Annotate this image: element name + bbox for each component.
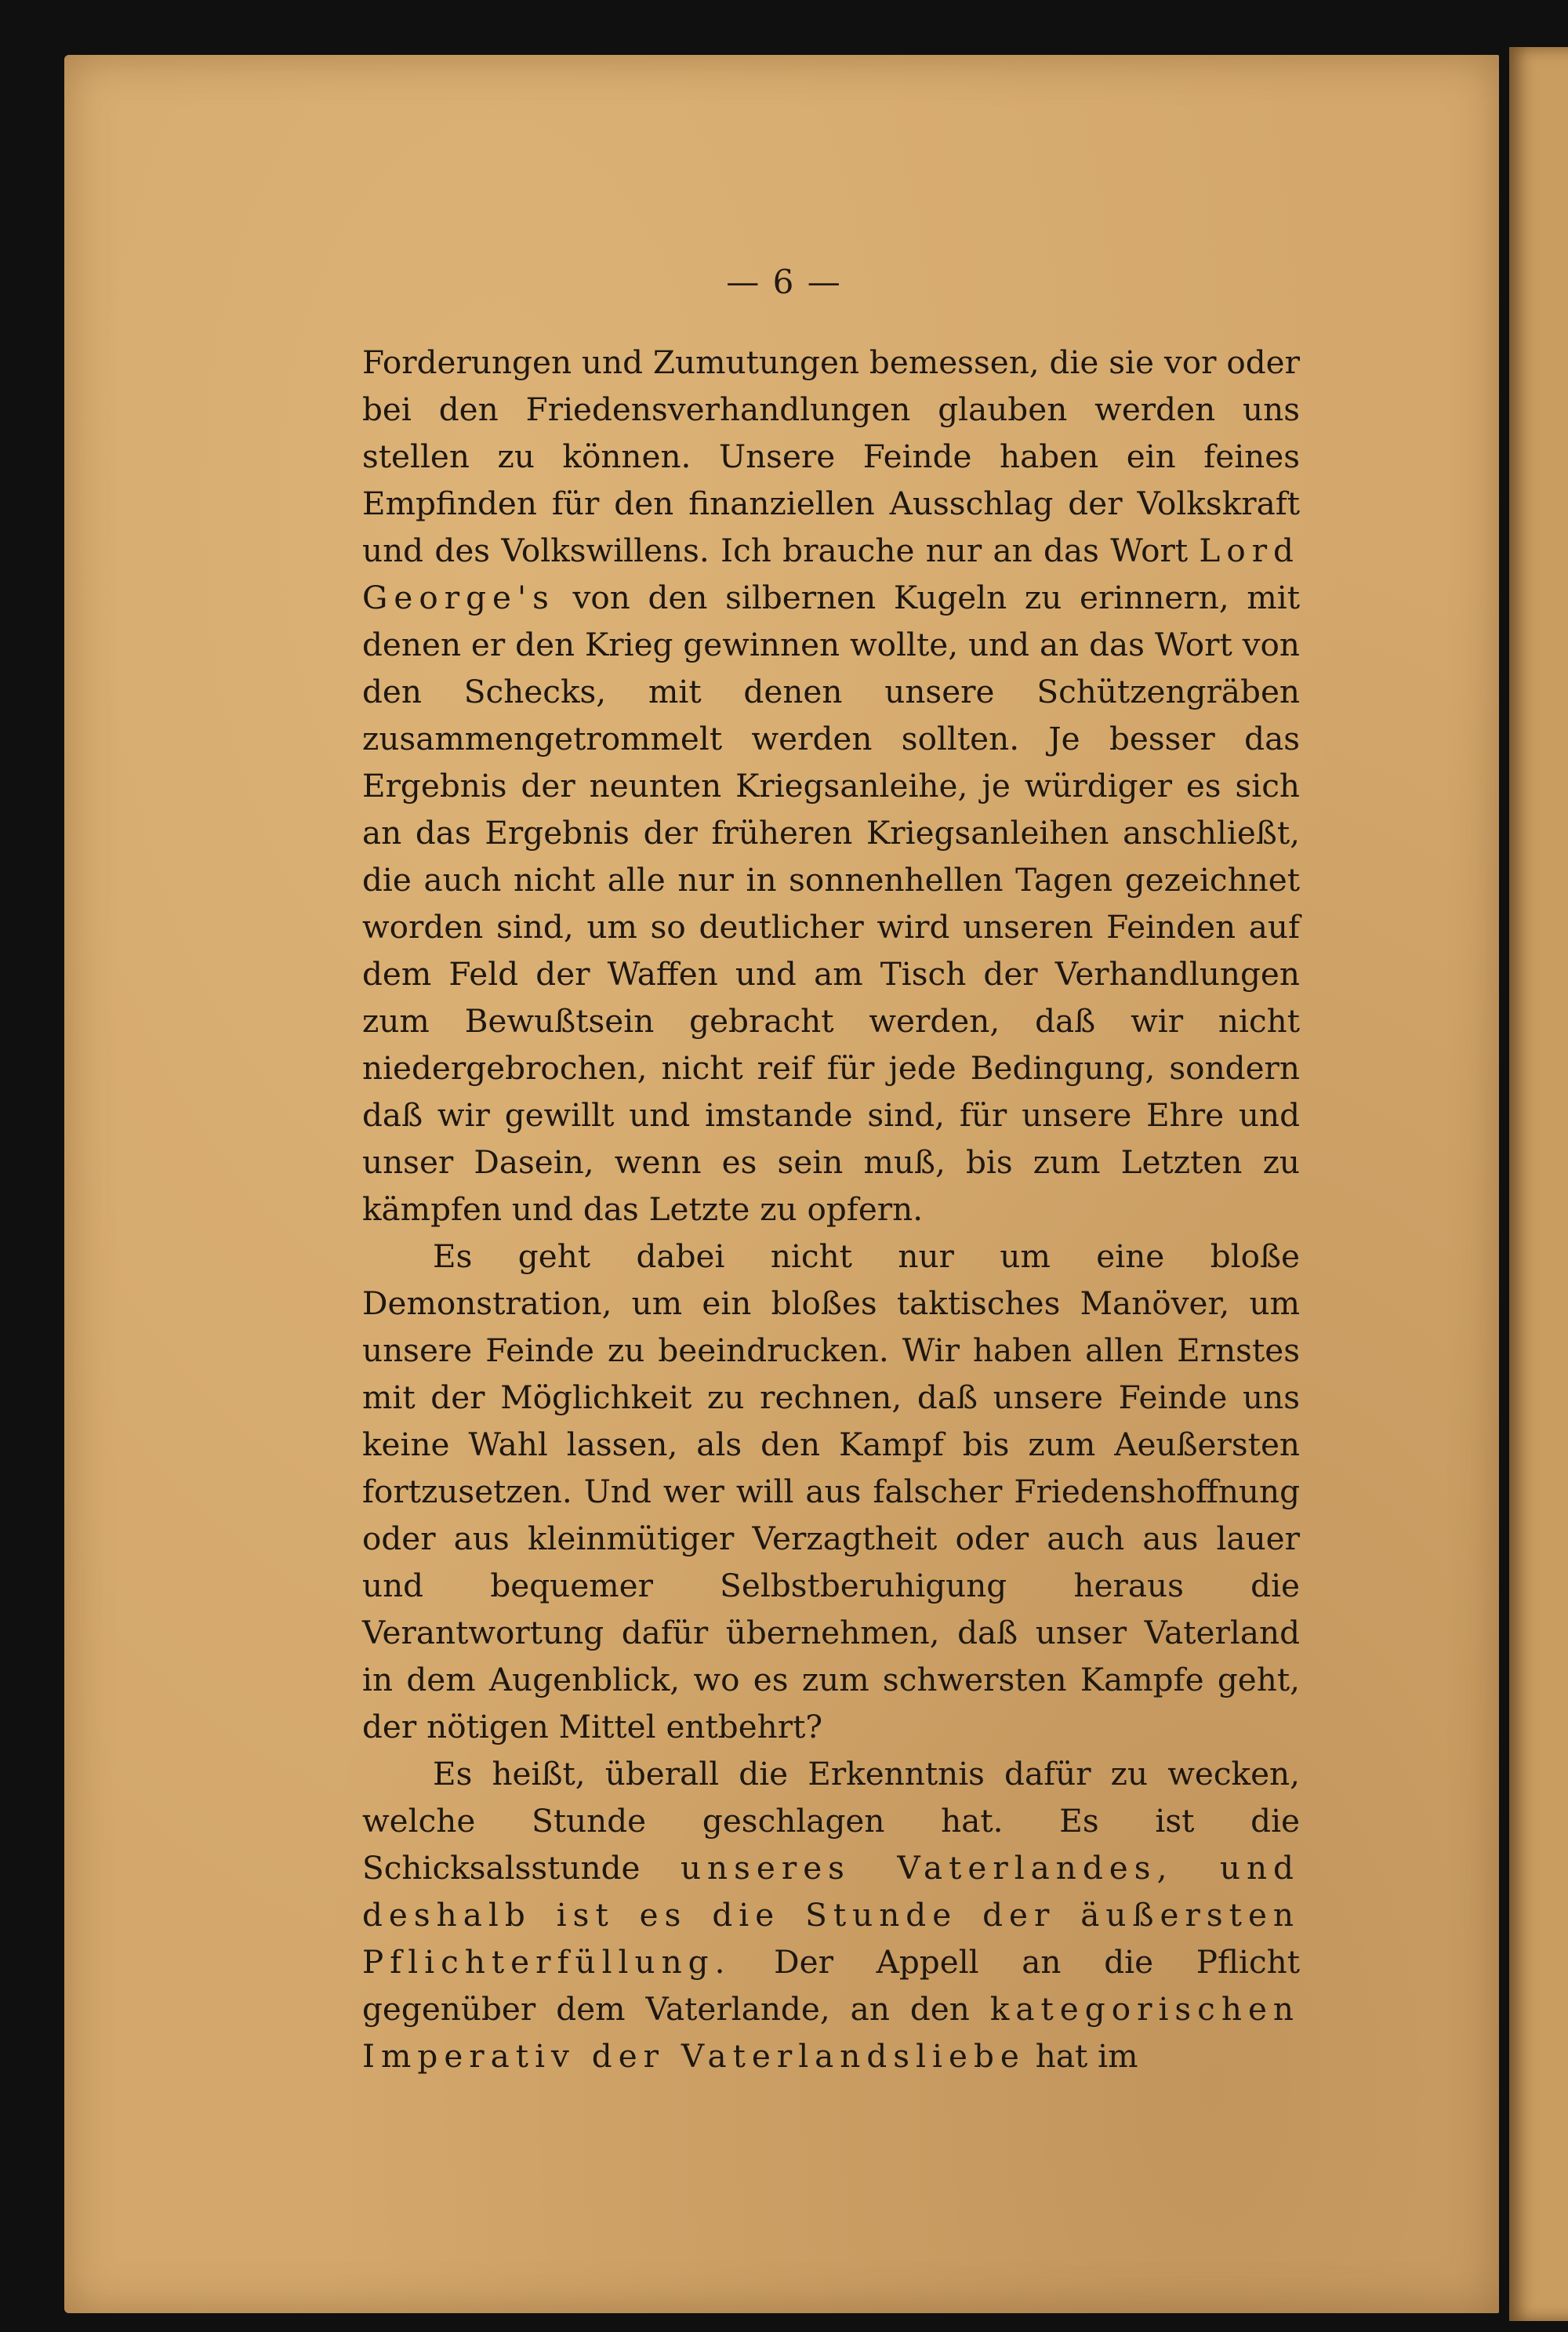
paragraph-3-text-b: Der Appell an die Pflicht gegenüber dem Vaterlande, an den: [362, 1943, 1300, 2028]
spaced-name-lord-george: Lord George's: [362, 532, 1300, 616]
paragraph-1-text-a: Forderungen und Zumutungen bemessen, die sie vor oder bei den Friedensverhandlungen glauben werden uns stellen zu können. Unsere Feinde haben ein feines Empfinden für den finanziellen Ausschlag der Volkskraft und des Volkswillens. Ich brauche nur an das Wort: [362, 343, 1300, 569]
body-text: [362, 339, 1300, 2080]
paragraph-2: [362, 1233, 1300, 1750]
paragraph-1-text-b: von den silbernen Kugeln zu erinnern, mit denen er den Krieg gewinnen wollte, und an das Wort von den Schecks, mit denen unsere Schützengräben zusammengetrommelt werden sollten. Je besser das Ergebnis der neunten Kriegsanleihe, je würdiger es sich an das Ergebnis der früheren Kriegsanleihen anschließt, die auch nicht alle nur in sonnenhellen Tagen gezeichnet worden sind, um so deutlicher wird unseren Feinden auf dem Feld der Waffen und am Tisch der Verhandlungen zum Bewußtsein gebracht werden, daß wir nicht niedergebrochen, nicht reif für jede Bedingung, sondern daß wir gewillt und imstande sind, für unsere Ehre und unser Dasein, wenn es sein muß, bis zum Letzten zu kämpfen und das Letzte zu opfern.: [362, 579, 1300, 1228]
paragraph-3-text-c: hat im: [1025, 2037, 1138, 2075]
page-number: — 6 —: [726, 263, 842, 301]
paragraph-1: [362, 339, 1300, 1233]
paragraph-2-text: Es geht dabei nicht nur um eine bloße Demonstration, um ein bloßes taktisches Manöver, um unsere Feinde zu beeindrucken. Wir haben allen Ernstes mit der Möglichkeit zu rechnen, daß unsere Feinde uns keine Wahl lassen, als den Kampf bis zum Aeußersten fortzusetzen. Und wer will aus falscher Friedenshoffnung oder aus kleinmütiger Verzagtheit oder auch aus lauer und bequemer Selbstberuhigung heraus die Verantwortung dafür übernehmen, daß unser Vaterland in dem Augenblick, wo es zum schwersten Kampfe geht, der nötigen Mittel entbehrt?: [362, 1237, 1300, 1745]
spaced-emphasis-vaterland: unseres Vaterlandes, und deshalb ist es die Stunde der äußersten Pflichterfüllung.: [362, 1849, 1300, 1981]
paragraph-3-text-a: Es heißt, überall die Erkenntnis dafür zu wecken, welche Stunde geschlagen hat. Es ist die Schicksalsstunde: [362, 1755, 1300, 1887]
paragraph-3: [362, 1750, 1300, 2080]
spaced-emphasis-imperativ: kategorischen Imperativ der Vaterlandsliebe: [362, 1990, 1300, 2075]
facing-page-edge: [1509, 47, 1568, 2321]
